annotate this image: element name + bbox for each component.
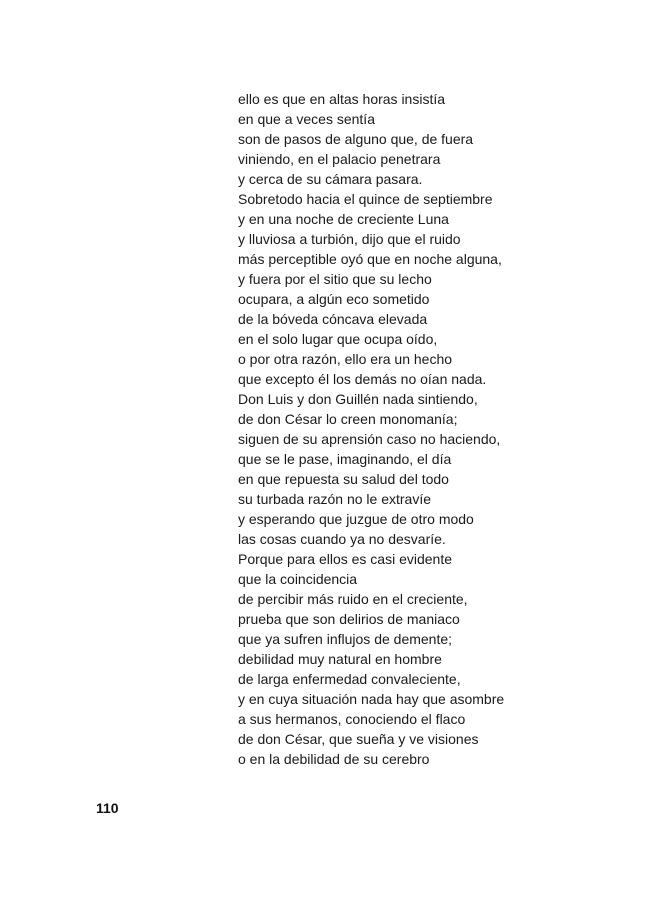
poem-line: Porque para ellos es casi evidente — [238, 551, 453, 567]
poem-line: y en una noche de creciente Luna — [238, 211, 449, 227]
poem-line: en el solo lugar que ocupa oído, — [238, 331, 438, 347]
poem-line: Don Luis y don Guillén nada sintiendo, — [238, 391, 478, 407]
poem-line: o por otra razón, ello era un hecho — [238, 351, 453, 367]
poem-line: siguen de su aprensión caso no haciendo, — [238, 431, 501, 447]
poem-line: viniendo, en el palacio penetrara — [238, 151, 441, 167]
poem-line: las cosas cuando ya no desvaríe. — [238, 531, 446, 547]
poem-line: de don César lo creen monomanía; — [238, 411, 458, 427]
poem-line: de percibir más ruido en el creciente, — [238, 591, 468, 607]
poem-line: en que a veces sentía — [238, 111, 375, 127]
poem-line: Sobretodo hacia el quince de septiembre — [238, 191, 493, 207]
poem-line: y lluviosa a turbión, dijo que el ruido — [238, 231, 461, 247]
poem-line: más perceptible oyó que en noche alguna, — [238, 251, 502, 267]
poem-line: ello es que en altas horas insistía — [238, 91, 446, 107]
poem-line: de larga enfermedad convaleciente, — [238, 671, 461, 687]
poem-line: en que repuesta su salud del todo — [238, 471, 449, 487]
page-number: 110 — [96, 800, 119, 816]
poem-line: y fuera por el sitio que su lecho — [238, 271, 432, 287]
poem-line: o en la debilidad de su cerebro — [238, 751, 430, 767]
poem-line: a sus hermanos, conociendo el flaco — [238, 711, 466, 727]
poem-line: son de pasos de alguno que, de fuera — [238, 131, 474, 147]
poem-line: debilidad muy natural en hombre — [238, 651, 442, 667]
poem-line: que ya sufren influjos de demente; — [238, 631, 453, 647]
poem-line: y cerca de su cámara pasara. — [238, 171, 423, 187]
poem-line: que excepto él los demás no oían nada. — [238, 371, 487, 387]
poem-line: su turbada razón no le extravíe — [238, 491, 432, 507]
poem-line: que se le pase, imaginando, el día — [238, 451, 452, 467]
poem-line: de la bóveda cóncava elevada — [238, 311, 428, 327]
poem-line: y esperando que juzgue de otro modo — [238, 511, 474, 527]
poem-text — [238, 89, 618, 769]
poem-line: que la coincidencia — [238, 571, 358, 587]
poem-line: de don César, que sueña y ve visiones — [238, 731, 479, 747]
poem-line: prueba que son delirios de maniaco — [238, 611, 460, 627]
poem-line: ocupara, a algún eco sometido — [238, 291, 430, 307]
poem-line: y en cuya situación nada hay que asombre — [238, 691, 505, 707]
